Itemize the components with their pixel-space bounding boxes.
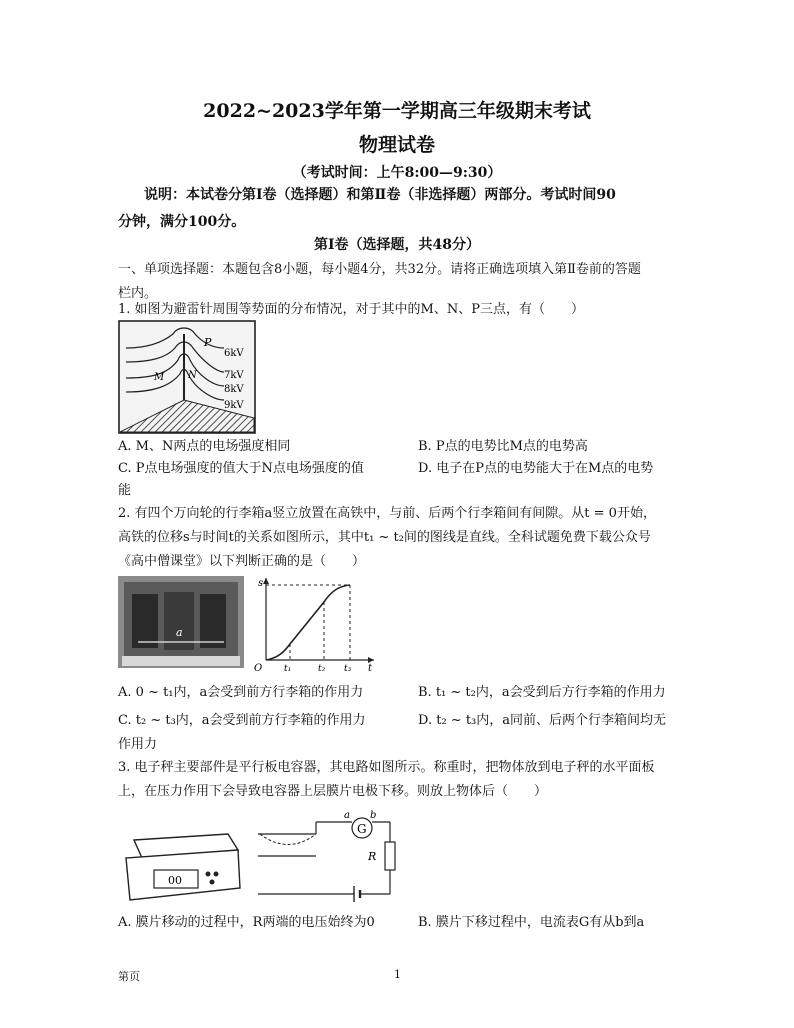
exam-time: （考试时间：上午8:00—9:30） — [292, 165, 502, 181]
q1-label-n: N — [188, 370, 197, 381]
q2-label-t3: t₃ — [344, 664, 352, 672]
q2-option-a: A. 0 ~ t₁内，a会受到前方行李箱的作用力 — [118, 685, 364, 700]
q1-label-6kv: 6kV — [224, 348, 244, 359]
q1-stem: 1. 如图为避雷针周围等势面的分布情况，对于其中的M、N、P三点，有（ ） — [118, 302, 584, 317]
section-instructions-line2: 栏内。 — [118, 286, 158, 301]
page-number: 1 — [394, 968, 401, 981]
q2-label-t2: t₂ — [318, 664, 326, 672]
q3-option-b: B. 膜片下移过程中，电流表G有从b到a — [418, 915, 645, 930]
q3-scale-button-3 — [210, 880, 215, 885]
q1-label-m: M — [154, 372, 165, 383]
q1-option-b: B. P点的电势比M点的电势高 — [418, 439, 588, 454]
q1-option-c: C. P点电场强度的值大于N点电场强度的值 — [118, 461, 364, 476]
q3-label-r: R — [368, 850, 377, 863]
q2-label-t1: t₁ — [284, 664, 292, 672]
q2-option-c: C. t₂ ~ t₃内，a会受到前方行李箱的作用力 — [118, 713, 366, 728]
q2-option-wrap: 作用力 — [118, 737, 158, 752]
q3-label-a: a — [344, 810, 350, 821]
q2-floor — [122, 656, 240, 666]
q3-scale-button-1 — [206, 872, 211, 877]
q1-label-8kv: 8kV — [224, 384, 244, 395]
footer-left: 第页 — [118, 970, 140, 983]
q2-figure-s-t-graph — [254, 572, 378, 672]
q3-resistor — [385, 842, 395, 870]
q2-luggage-back — [200, 594, 226, 648]
section-title: 第Ⅰ卷（选择题，共48分） — [313, 237, 481, 253]
q1-label-p: P — [204, 336, 212, 349]
q2-luggage-front — [132, 594, 158, 648]
q2-figure-luggage-photo — [118, 576, 244, 668]
q2-label-o: O — [254, 663, 263, 672]
q2-stem-line2: 高铁的位移s与时间t的关系如图所示，其中t₁ ~ t₂间的图线是直线。全科试题免费下载公众号 — [118, 530, 651, 545]
section-instructions-line1: 一、单项选择题：本题包含8小题，每小题4分，共32分。请将正确选项填入第Ⅱ卷前的答题 — [118, 262, 641, 277]
q3-figure-circuit — [258, 808, 398, 908]
q3-scale-button-2 — [214, 872, 219, 877]
q1-option-wrap: 能 — [118, 483, 132, 498]
q1-label-7kv: 7kV — [224, 370, 244, 381]
exam-subject: 物理试卷 — [358, 134, 435, 156]
q3-membrane-deformed — [260, 834, 316, 845]
q2-option-b: B. t₁ ~ t₂内，a会受到后方行李箱的作用力 — [418, 685, 666, 700]
q2-s-t-curve — [266, 585, 350, 660]
q1-figure-lightning-rod — [118, 320, 256, 434]
q3-figure-electronic-scale — [120, 826, 244, 904]
q2-s-arrow — [263, 578, 269, 584]
q3-label-b: b — [370, 810, 377, 821]
q2-luggage-a — [164, 592, 194, 650]
q1-option-a: A. M、N两点的电场强度相同 — [118, 439, 291, 454]
q2-label-a: a — [176, 626, 183, 639]
q2-label-s: s — [258, 578, 264, 589]
q2-stem-line1: 2. 有四个万向轮的行李箱a竖立放置在高铁中，与前、后两个行李箱间有间隙。从t = 0开始， — [118, 506, 656, 521]
q2-option-d: D. t₂ ~ t₃内，a同前、后两个行李箱间均无 — [418, 713, 667, 728]
q3-option-a: A. 膜片移动的过程中，R两端的电压始终为0 — [118, 915, 375, 930]
exam-note-line2: 分钟，满分100分。 — [118, 214, 246, 230]
exam-title: 2022~2023学年第一学期高三年级期末考试 — [203, 100, 591, 122]
q1-label-9kv: 9kV — [224, 400, 244, 411]
q2-stem-line3: 《高中僧课堂》以下判断正确的是（ ） — [118, 554, 366, 569]
q3-label-g: G — [357, 822, 367, 836]
exam-note-line1: 说明：本试卷分第Ⅰ卷（选择题）和第Ⅱ卷（非选择题）两部分。考试时间90 — [144, 187, 616, 203]
q3-stem-line2: 上，在压力作用下会导致电容器上层膜片电极下移。则放上物体后（ ） — [118, 784, 548, 799]
q2-label-t: t — [368, 663, 373, 672]
q3-display-reading: 00 — [168, 874, 182, 887]
q1-option-d: D. 电子在P点的电势能大于在M点的电势 — [418, 461, 654, 476]
q3-stem-line1: 3. 电子秤主要部件是平行板电容器，其电路如图所示。称重时，把物体放到电子秤的水平面板 — [118, 760, 655, 775]
